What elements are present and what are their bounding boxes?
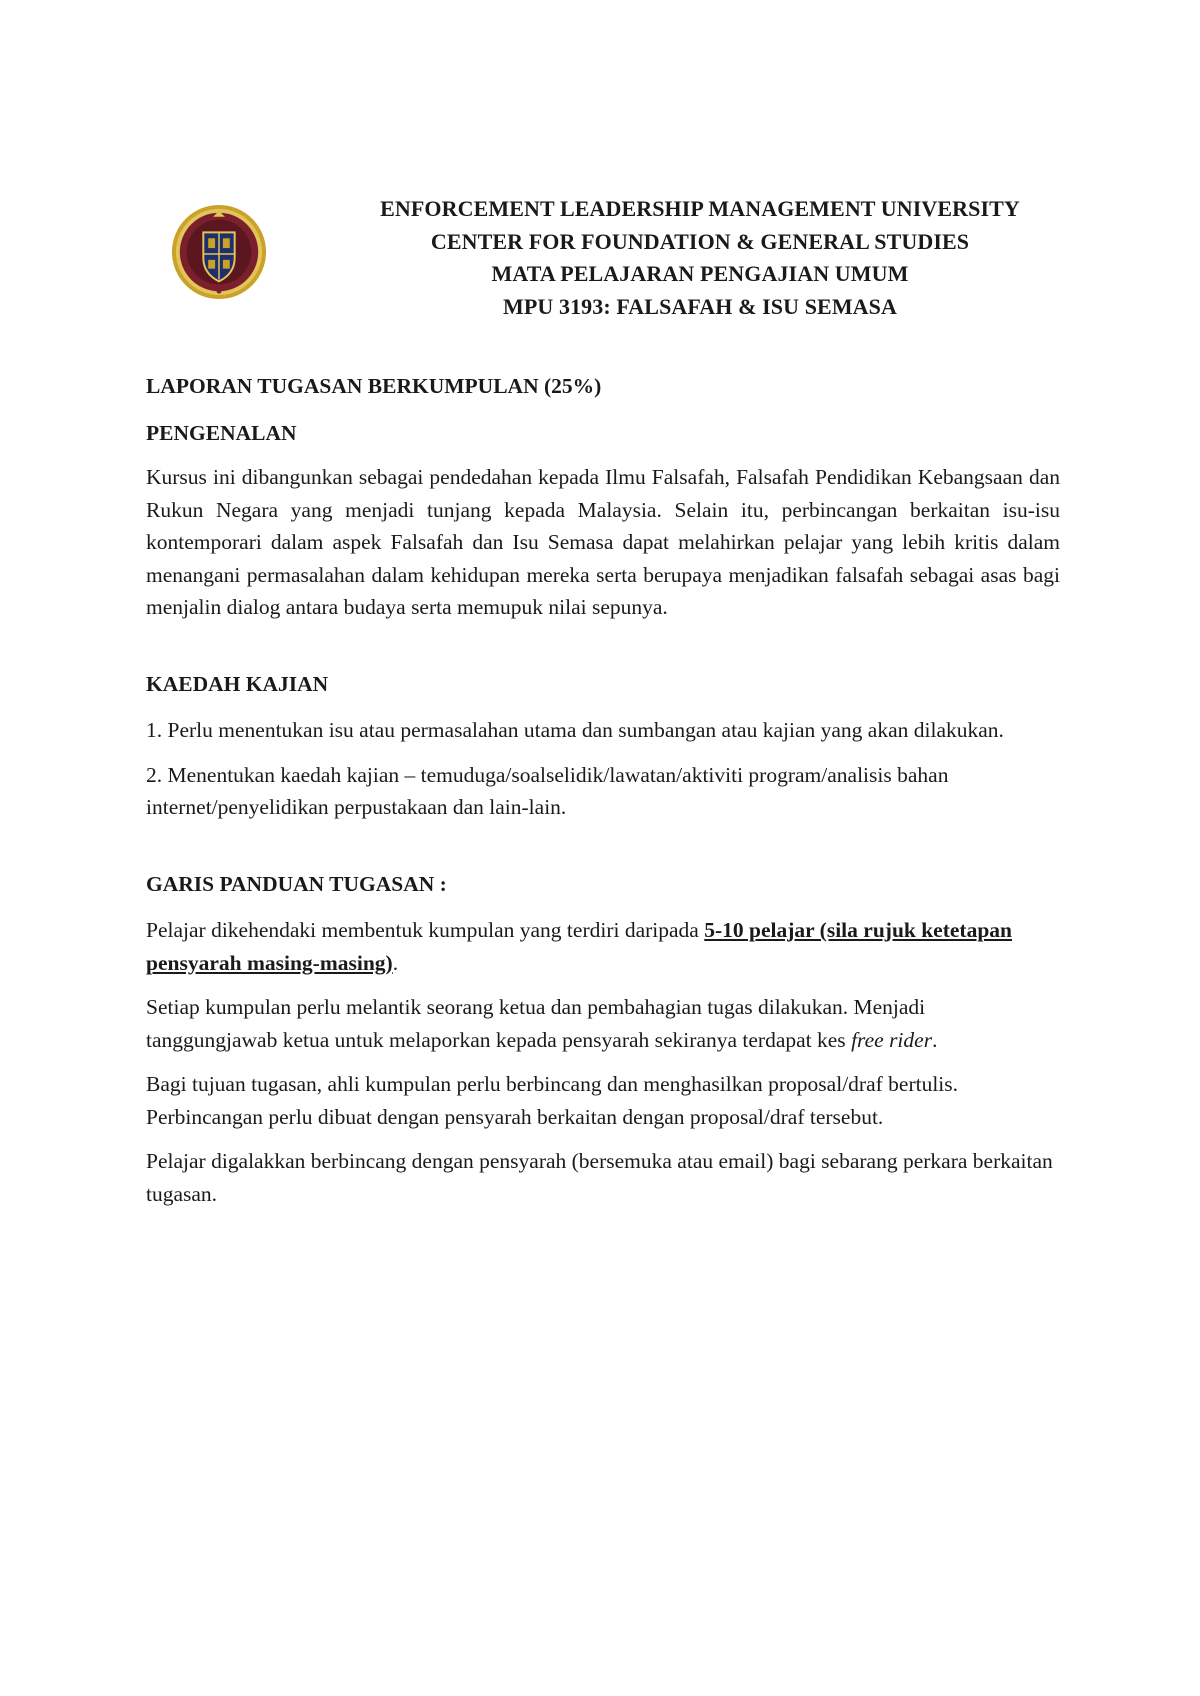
document-body xyxy=(146,370,1060,1210)
group-size-emphasis: 5-10 pelajar (sila rujuk ketetapan pensyarah masing-masing) xyxy=(146,918,1013,975)
guidelines-paragraph-3: Bagi tujuan tugasan, ahli kumpulan perlu berbincang dan menghasilkan proposal/draf bertulis. Perbincangan perlu dibuat dengan pensyarah berkaitan dengan proposal/draf tersebut. xyxy=(146,1072,959,1129)
method-heading: KAEDAH KAJIAN xyxy=(146,671,329,696)
header-center-name: CENTER FOR FOUNDATION & GENERAL STUDIES xyxy=(430,228,970,254)
document-header xyxy=(290,193,1110,323)
guidelines-p1-end: . xyxy=(392,950,399,975)
method-item-1: 1. Perlu menentukan isu atau permasalahan utama dan sumbangan atau kajian yang akan dilakukan. xyxy=(146,718,1004,742)
intro-heading: PENGENALAN xyxy=(146,420,297,445)
university-seal-icon xyxy=(170,203,268,301)
report-title: LAPORAN TUGASAN BERKUMPULAN (25%) xyxy=(146,374,602,398)
guidelines-p1-text: Pelajar dikehendaki membentuk kumpulan yang terdiri daripada xyxy=(146,918,705,942)
method-item-2: 2. Menentukan kaedah kajian – temuduga/soalselidik/lawatan/aktiviti program/analisis bahan internet/penyelidikan perpustakaan dan lain-lain. xyxy=(146,762,949,819)
guidelines-paragraph-4: Pelajar digalakkan berbincang dengan pensyarah (bersemuka atau email) bagi sebarang perkara berkaitan tugasan. xyxy=(146,1149,1053,1206)
header-course-code: MPU 3193: FALSAFAH & ISU SEMASA xyxy=(502,293,897,319)
free-rider-term: free rider xyxy=(851,1027,933,1052)
guidelines-p2-end: . xyxy=(932,1027,938,1052)
guidelines-p2-text: Setiap kumpulan perlu melantik seorang ketua dan pembahagian tugas dilakukan. Menjadi tanggungjawab ketua untuk melaporkan kepada pensyarah sekiranya terdapat kes xyxy=(146,995,926,1052)
guidelines-heading: GARIS PANDUAN TUGASAN : xyxy=(146,871,447,896)
header-subject: MATA PELAJARAN PENGAJIAN UMUM xyxy=(491,261,909,286)
guidelines-paragraph-1 xyxy=(146,914,1060,979)
header-university-name: ENFORCEMENT LEADERSHIP MANAGEMENT UNIVERSITY xyxy=(380,196,1020,221)
guidelines-paragraph-2 xyxy=(146,991,1060,1056)
intro-paragraph: Kursus ini dibangunkan sebagai pendedahan kepada Ilmu Falsafah, Falsafah Pendidikan Kebangsaan dan Rukun Negara yang menjadi tunjang kepada Malaysia. Selain itu, perbincangan berkaitan isu-isu kontemporari dalam aspek Falsafah dan Isu Semasa dapat melahirkan pelajar yang lebih kritis dalam menangani permasalahan dalam kehidupan mereka serta berupaya menjadikan falsafah sebagai asas bagi menjalin dialog antara budaya serta memupuk nilai sepunya. xyxy=(146,465,1060,619)
